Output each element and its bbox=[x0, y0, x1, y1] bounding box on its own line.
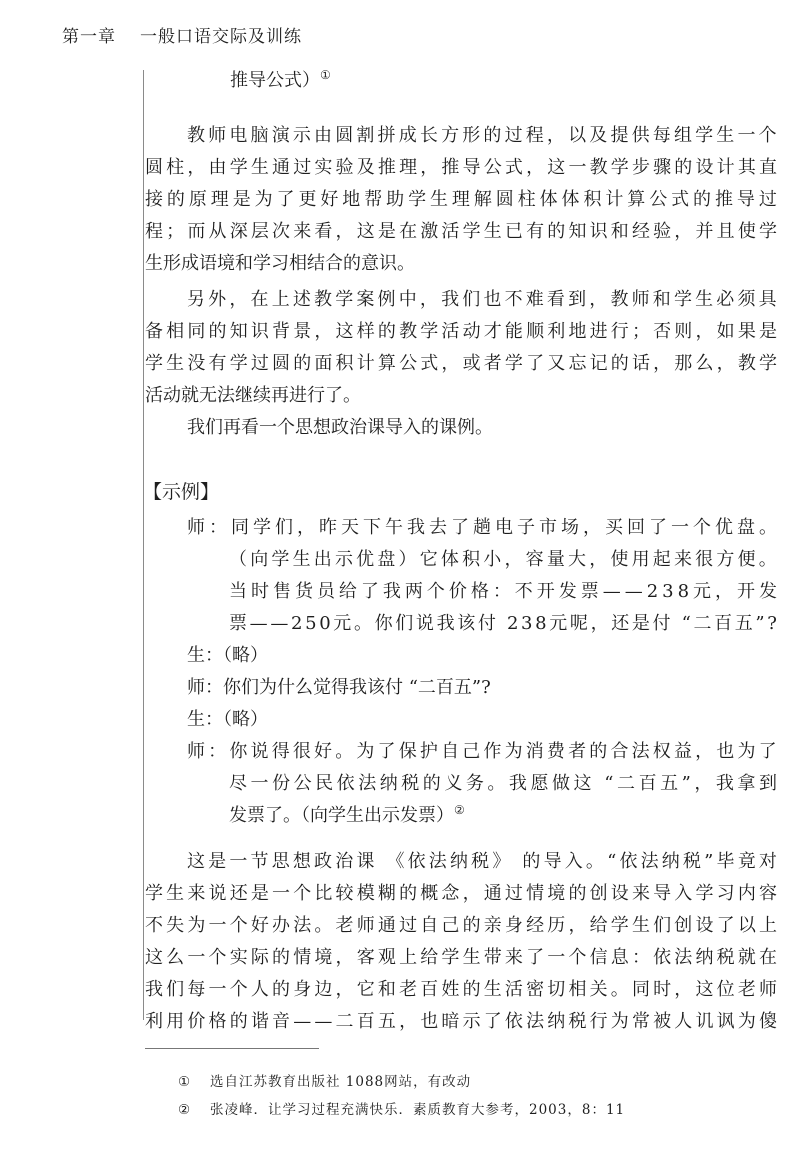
footnote-text: 张凌峰．让学习过程充满快乐．素质教育大参考，2003，8：11 bbox=[210, 1102, 626, 1118]
chapter-number: 第一章 bbox=[62, 27, 116, 47]
footnote-number: ① bbox=[178, 1074, 192, 1090]
dialogue-line: 师 ： 你 说 得 很 好 。 为 了 保 护 自 己 作 为 消 费 者 的 合 法 权 益 ， 也 为 了 bbox=[187, 741, 777, 762]
dialogue-line: 票 — — 2 5 0 元 。 你 们 说 我 该 付 2 3 8 元 呢 ， 还 是 付 “ 二 百 五 ” ? bbox=[229, 613, 777, 634]
dialogue-line: 当 时 售 货 员 给 了 我 两 个 价 格 ： 不 开 发 票 — — 2 3 8 元 ， 开 发 bbox=[229, 581, 777, 602]
footnote-separator bbox=[145, 1048, 319, 1049]
dialogue-line: 师：你们为什么觉得我该付 “二百五”? bbox=[187, 677, 491, 698]
left-margin-rule bbox=[143, 70, 144, 1020]
footnote-1 bbox=[178, 1070, 471, 1090]
paragraph-line: 活动就无法继续再进行了。 bbox=[145, 385, 361, 406]
dialogue-line: 生：（略） bbox=[187, 709, 268, 730]
dialogue-line: 师 ： 同 学 们 ， 昨 天 下 午 我 去 了 趟 电 子 市 场 ， 买 回 了 一 个 优 盘 。 bbox=[187, 517, 777, 538]
example-heading: 【示例】 bbox=[143, 481, 220, 503]
paragraph-line: 圆 柱 ， 由 学 生 通 过 实 验 及 推 理 ， 推 导 公 式 ， 这 一 教 学 步 骤 的 设 计 其 直 bbox=[145, 157, 777, 178]
paragraph-line: 学 生 没 有 学 过 圆 的 面 积 计 算 公 式 ， 或 者 学 了 又 忘 记 的 话 ， 那 么 ， 教 学 bbox=[145, 353, 777, 374]
dialogue-line: 尽 一 份 公 民 依 法 纳 税 的 义 务 。 我 愿 做 这 “ 二 百 五 ” ， 我 拿 到 bbox=[229, 773, 777, 794]
paragraph-line: 我 们 每 一 个 人 的 身 边 ， 它 和 老 百 姓 的 生 活 密 切 相 关 。 同 时 ， 这 位 老 师 bbox=[145, 979, 777, 1000]
paragraph-line: 教 师 电 脑 演 示 由 圆 割 拼 成 长 方 形 的 过 程 ， 以 及 提 供 每 组 学 生 一 个 bbox=[187, 125, 777, 146]
paragraph-line: 生形成语境和学习相结合的意识。 bbox=[145, 253, 415, 274]
paragraph-line: 程 ； 而 从 深 层 次 来 看 ， 这 是 在 激 活 学 生 已 有 的 知 识 和 经 验 ， 并 且 使 学 bbox=[145, 221, 777, 242]
paragraph-line: 另 外 ， 在 上 述 教 学 案 例 中 ， 我 们 也 不 难 看 到 ， 教 师 和 学 生 必 须 具 bbox=[187, 289, 777, 310]
footnote-ref-2: ② bbox=[454, 803, 465, 817]
paragraph-line: 这 么 一 个 实 际 的 情 境 ， 客 观 上 给 学 生 带 来 了 一 个 信 息 ： 依 法 纳 税 就 在 bbox=[145, 947, 777, 968]
footnote-number: ② bbox=[178, 1102, 192, 1118]
dialogue-line: 生：（略） bbox=[187, 645, 268, 666]
paragraph-line: 不 失 为 一 个 好 办 法 。 老 师 通 过 自 己 的 亲 身 经 历 ， 给 学 生 们 创 设 了 以 上 bbox=[145, 915, 777, 936]
paragraph-line: 接 的 原 理 是 为 了 更 好 地 帮 助 学 生 理 解 圆 柱 体 体 积 计 算 公 式 的 推 导 过 bbox=[145, 189, 777, 210]
footnote-2 bbox=[178, 1098, 625, 1118]
footnote-text: 选自江苏教育出版社 1088网站，有改动 bbox=[210, 1074, 472, 1090]
running-header bbox=[62, 22, 302, 47]
paragraph-line: 我们再看一个思想政治课导入的课例。 bbox=[187, 417, 493, 438]
chapter-title: 一般口语交际及训练 bbox=[140, 27, 302, 47]
paragraph-line: 利 用 价 格 的 谐 音 — — 二 百 五 ， 也 暗 示 了 依 法 纳 税 行 为 常 被 人 讥 讽 为 傻 bbox=[145, 1011, 777, 1032]
paragraph-line: 备 相 同 的 知 识 背 景 ， 这 样 的 教 学 活 动 才 能 顺 利 地 进 行 ； 否 则 ， 如 果 是 bbox=[145, 321, 777, 342]
paragraph-line: 学 生 来 说 还 是 一 个 比 较 模 糊 的 概 念 ， 通 过 情 境 的 创 设 来 导 入 学 习 内 容 bbox=[145, 883, 777, 904]
dialogue-line: 发票了。（向学生出示发票）② bbox=[229, 803, 465, 826]
dialogue-line: （ 向 学 生 出 示 优 盘 ） 它 体 积 小 ， 容 量 大 ， 使 用 起 来 很 方 便 。 bbox=[229, 549, 777, 570]
text-line: 推导公式）① bbox=[230, 68, 331, 91]
footnote-ref-1: ① bbox=[320, 68, 331, 82]
paragraph-line: 这 是 一 节 思 想 政 治 课 《 依 法 纳 税 》 的 导 入 。 “ 依 法 纳 税 ” 毕 竟 对 bbox=[187, 851, 777, 872]
